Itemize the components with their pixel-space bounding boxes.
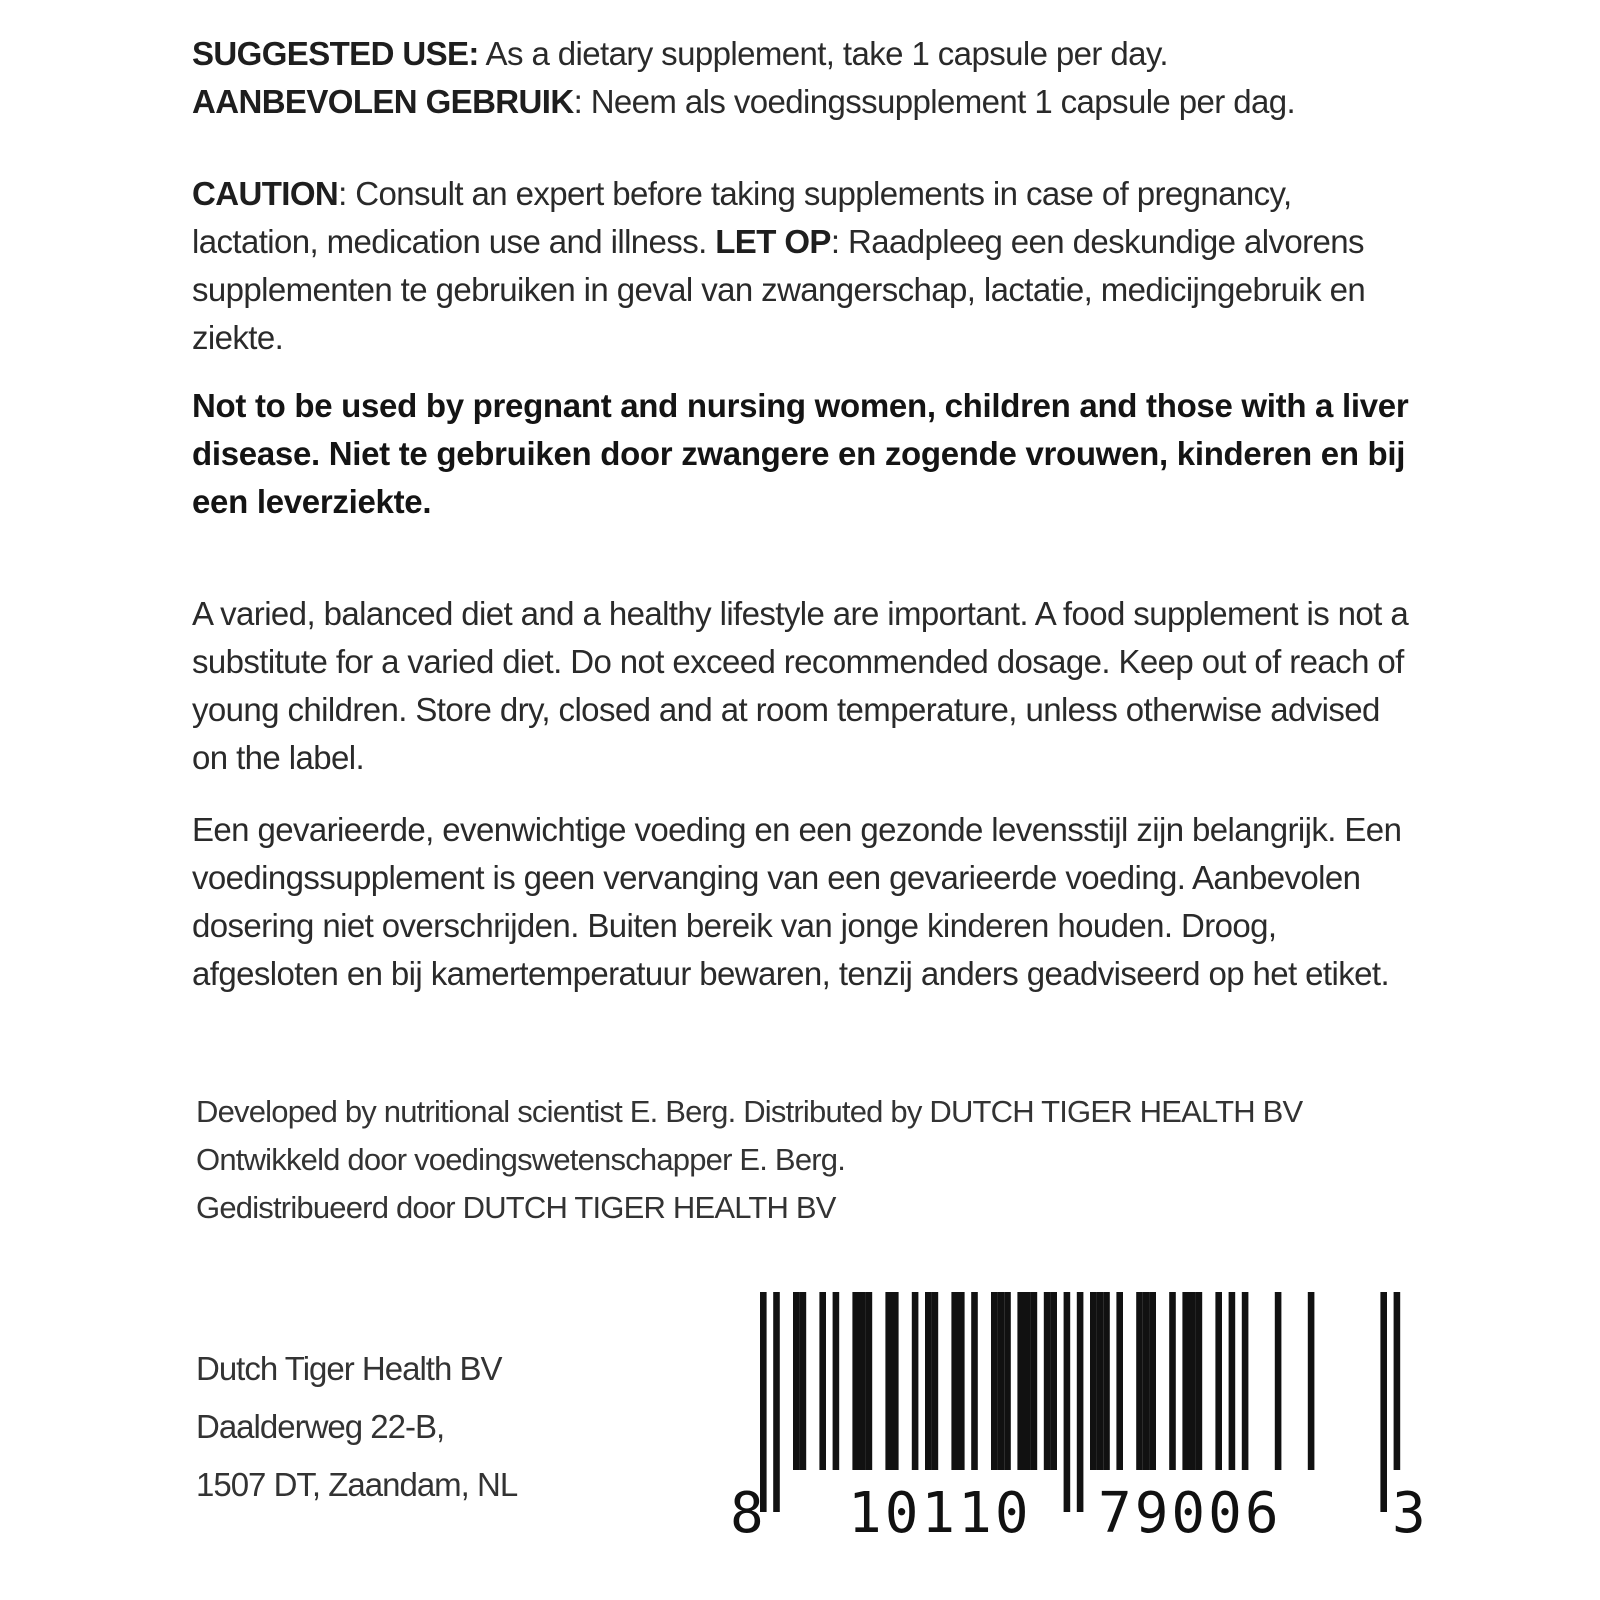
barcode-bar — [800, 1292, 807, 1470]
barcode-bar — [1308, 1292, 1315, 1470]
barcode-bar — [793, 1292, 800, 1470]
advice-nl-section — [192, 806, 1422, 998]
barcode-digit-first: 8 — [730, 1481, 764, 1546]
barcode-bars — [760, 1292, 1400, 1512]
barcode-bar — [859, 1292, 866, 1470]
barcode-bar — [1149, 1292, 1156, 1470]
advice-en-text: A varied, balanced diet and a healthy lifestyle are important. A food supplement is not a substitute for a varied diet. Do not exceed recommended dosage. Keep out of reach of young children. Store dry, closed and at room temperature, unless otherwise advised on the label. — [192, 595, 1409, 776]
barcode-graphic — [720, 1292, 1440, 1552]
barcode-bar — [991, 1292, 998, 1470]
barcode-bar — [958, 1292, 965, 1470]
barcode-bar — [951, 1292, 958, 1470]
barcode-bar — [852, 1292, 859, 1470]
barcode-bar — [1169, 1292, 1176, 1470]
let-op-text: : Raadpleeg een deskundige alvorens supplementen te gebruiken in geval van zwangerschap, lactatie, medicijngebruik en ziekte. — [192, 223, 1366, 356]
barcode-bar — [1242, 1292, 1249, 1470]
barcode-bar — [1077, 1292, 1084, 1512]
barcode-bar — [1215, 1292, 1222, 1470]
barcode-bar — [1380, 1292, 1387, 1512]
barcode-bar — [1136, 1292, 1143, 1470]
caution-text: : Consult an expert before taking supplements in case of pregnancy, lactation, medication use and illness. — [192, 175, 1292, 260]
barcode-bar — [760, 1292, 767, 1512]
barcode-bar — [833, 1292, 840, 1470]
barcode-bar — [1031, 1292, 1038, 1470]
barcode-bar — [1017, 1292, 1024, 1470]
barcode-bar — [819, 1292, 826, 1470]
barcode — [720, 1292, 1440, 1552]
barcode-bar — [925, 1292, 932, 1470]
barcode-bar — [1004, 1292, 1011, 1470]
barcode-bar — [773, 1292, 780, 1512]
credits-line-ontwikkeld: Ontwikkeld door voedingswetenschapper E. Berg. — [196, 1142, 846, 1177]
barcode-bar — [1044, 1292, 1051, 1470]
barcode-digits-left: 10110 — [848, 1481, 1032, 1546]
aanbevolen-gebruik-label: AANBEVOLEN GEBRUIK — [192, 83, 574, 120]
credits-section — [196, 1088, 1302, 1232]
suggested-use-label: SUGGESTED USE: — [192, 35, 479, 72]
barcode-digits-right: 79006 — [1098, 1481, 1282, 1546]
barcode-bar — [932, 1292, 939, 1470]
credits-line-developed: Developed by nutritional scientist E. Berg. Distributed by DUTCH TIGER HEALTH BV — [196, 1094, 1303, 1129]
caution-section — [192, 170, 1422, 362]
barcode-bar — [1097, 1292, 1104, 1470]
warning-section — [192, 382, 1422, 526]
barcode-digit-last: 3 — [1392, 1481, 1426, 1546]
suggested-use-section — [192, 30, 1422, 126]
barcode-bar — [1116, 1292, 1123, 1470]
barcode-bar — [998, 1292, 1005, 1470]
barcode-bar — [892, 1292, 899, 1470]
barcode-bar — [866, 1292, 873, 1470]
caution-paragraph — [192, 170, 1422, 362]
barcode-bar — [1024, 1292, 1031, 1470]
barcode-bar — [1182, 1292, 1189, 1470]
city-address: 1507 DT, Zaandam, NL — [196, 1466, 518, 1503]
advice-nl-text: Een gevarieerde, evenwichtige voeding en een gezonde levensstijl zijn belangrijk. Een voedingssupplement is geen vervanging van een gevarieerde voeding. Aanbevolen dosering niet overschrijden. Buiten bereik van jonge kinderen houden. Droog, afgesloten en bij kamertemperatuur bewaren, tenzij anders geadviseerd op het etiket. — [192, 811, 1402, 992]
barcode-bar — [1275, 1292, 1282, 1470]
suggested-use-text: As a dietary supplement, take 1 capsule per day. — [478, 35, 1168, 72]
caution-label: CAUTION — [192, 175, 339, 212]
barcode-bar — [912, 1292, 919, 1470]
barcode-bar — [1394, 1292, 1401, 1470]
street-address: Daalderweg 22-B, — [196, 1408, 445, 1445]
barcode-bar — [1103, 1292, 1110, 1470]
barcode-bar — [1196, 1292, 1203, 1470]
warning-text: Not to be used by pregnant and nursing women, children and those with a liver disease. Niet te gebruiken door zwangere en zogende vrouwen, kinderen en bij een leverziekte. — [192, 387, 1409, 520]
barcode-bar — [1229, 1292, 1236, 1470]
advice-en-section — [192, 590, 1422, 782]
barcode-bar — [1050, 1292, 1057, 1470]
barcode-bar — [971, 1292, 978, 1470]
barcode-bar — [1064, 1292, 1071, 1512]
barcode-bar — [1090, 1292, 1097, 1470]
credits-line-gedistribueerd: Gedistribueerd door DUTCH TIGER HEALTH BV — [196, 1190, 836, 1225]
aanbevolen-gebruik-nl — [192, 78, 1422, 126]
company-name: Dutch Tiger Health BV — [196, 1350, 502, 1387]
address-block — [196, 1340, 517, 1514]
barcode-bar — [1143, 1292, 1150, 1470]
suggested-use-en — [192, 30, 1422, 78]
barcode-bar — [1189, 1292, 1196, 1470]
let-op-label: LET OP — [715, 223, 831, 260]
barcode-bar — [885, 1292, 892, 1470]
aanbevolen-gebruik-text: : Neem als voedingssupplement 1 capsule per dag. — [573, 83, 1296, 120]
